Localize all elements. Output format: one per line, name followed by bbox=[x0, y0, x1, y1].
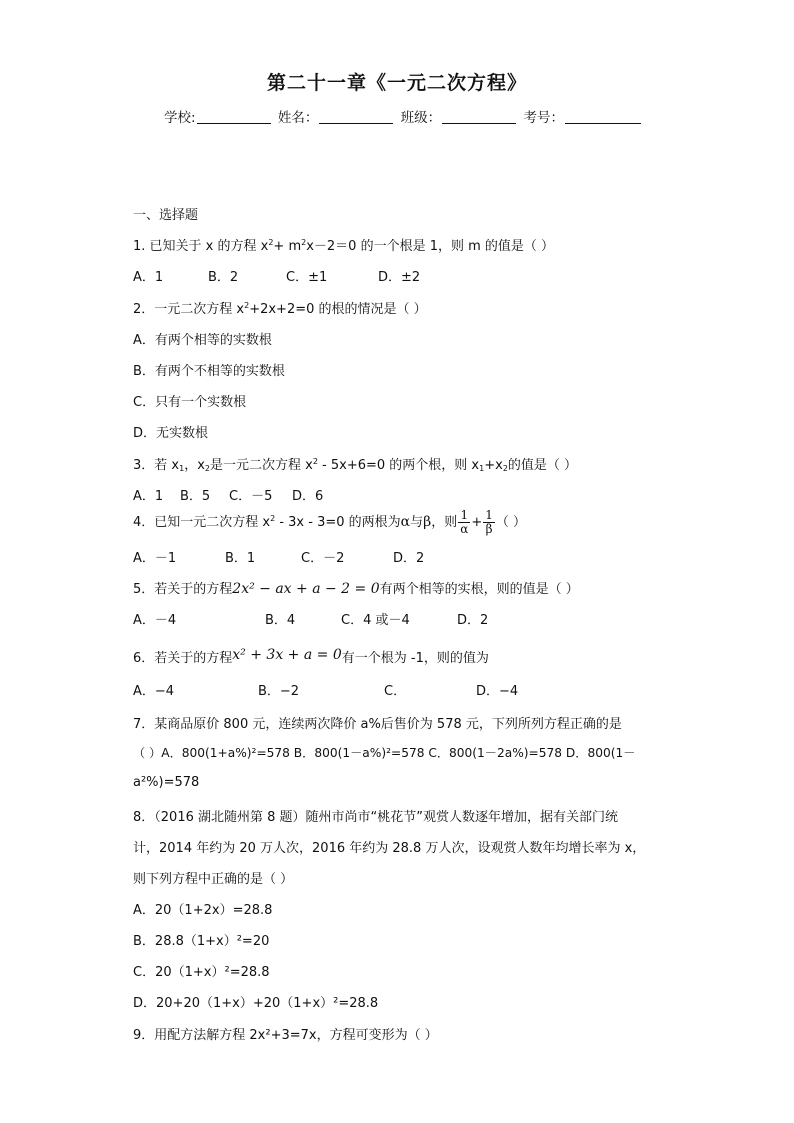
question-7-line-3: a²%)=578 bbox=[133, 775, 200, 790]
option-b: B．−2 bbox=[258, 684, 300, 699]
class-label: 班级： bbox=[400, 110, 442, 126]
page-title: 第二十一章《一元二次方程》 bbox=[266, 72, 527, 94]
question-9-stem: 9．用配方法解方程 2x²+3=7x，方程可变形为（ ） bbox=[133, 1028, 438, 1043]
section-title: 一、选择题 bbox=[133, 208, 199, 223]
exam-number-blank[interactable] bbox=[565, 109, 641, 124]
option-d: D．2 bbox=[457, 613, 489, 628]
question-6-options bbox=[133, 680, 518, 699]
option-c: C． bbox=[384, 684, 407, 699]
question-3-stem: 3．若 $x_1$，$x_2$是一元二次方程 $x^2 - 5x+6=0$ 的两个根，则 $x_1+x_2$的值是（ ） bbox=[133, 457, 578, 473]
question-4-options bbox=[133, 547, 424, 566]
question-2-stem: 2．一元二次方程 $x^2+2x+2=0$ 的根的情况是（ ） bbox=[133, 301, 427, 317]
option-d: D．6 bbox=[292, 489, 324, 504]
option-b: B．4 bbox=[265, 613, 296, 628]
question-8-option-a: A．20（1+2x）=28.8 bbox=[133, 903, 273, 918]
option-c: C．－5 bbox=[229, 489, 273, 504]
equation: x² + 3x + a = 0 bbox=[232, 647, 342, 663]
alpha-symbol: α bbox=[400, 514, 411, 530]
option-b: B．1 bbox=[225, 551, 256, 566]
name-label: 姓名： bbox=[277, 110, 319, 126]
option-d: D．±2 bbox=[378, 270, 421, 285]
fraction-one-over-alpha: $\frac{1}{\alpha}$ bbox=[460, 508, 469, 536]
question-7-line-1: 7．某商品原价 800 元，连续两次降价 a%后售价为 578 元，下列所列方程正确的是 bbox=[133, 717, 622, 732]
option-a: A．−4 bbox=[133, 684, 175, 699]
exam-number-label: 考号： bbox=[523, 110, 564, 126]
option-d: D．2 bbox=[393, 551, 425, 566]
beta-symbol: β bbox=[423, 514, 432, 530]
question-3-options bbox=[133, 485, 323, 504]
school-label: 学校: bbox=[164, 110, 196, 126]
question-2-option-d: D．无实数根 bbox=[133, 426, 209, 441]
option-c: C．－2 bbox=[301, 551, 345, 566]
option-d: D．−4 bbox=[476, 684, 519, 699]
option-b: B．5 bbox=[180, 489, 211, 504]
option-a: A．－4 bbox=[133, 613, 177, 628]
question-2-option-c: C．只有一个实数根 bbox=[133, 395, 247, 410]
question-8-line-3: 则下列方程中正确的是（ ） bbox=[133, 872, 294, 887]
school-blank[interactable] bbox=[197, 109, 271, 124]
question-1-stem: 1. 已知关于 x 的方程 $x^2+ m^2x-2=0$ 的一个根是 1，则 m 的值是（ ） bbox=[133, 238, 555, 254]
option-a: A．1 bbox=[133, 489, 164, 504]
option-c: C．4 或－4 bbox=[341, 613, 410, 628]
question-8-line-2: 计，2014 年约为 20 万人次，2016 年约为 28.8 万人次，设观赏人数年均增长率为 x， bbox=[133, 841, 646, 856]
fraction-one-over-beta: $\frac{1}{\beta}$ bbox=[485, 508, 493, 536]
question-5-options bbox=[133, 609, 488, 628]
question-1-options bbox=[133, 266, 420, 285]
option-b: B．2 bbox=[208, 270, 239, 285]
option-a: A．－1 bbox=[133, 551, 177, 566]
question-8-option-d: D．20+20（1+x）+20（1+x）²=28.8 bbox=[133, 996, 379, 1011]
question-4-stem: 4．已知一元二次方程 $x^2 - 3x - 3=0$ 的两根为α与β，则 $\frac{1}{\alpha}$ + $\frac{1}{\beta}$ （ ） bbox=[133, 508, 527, 536]
question-2-option-a: A．有两个相等的实数根 bbox=[133, 333, 272, 348]
option-c: C．±1 bbox=[286, 270, 328, 285]
equation: 2x² − ax + a − 2 = 0 bbox=[232, 581, 380, 597]
question-2-option-b: B．有两个不相等的实数根 bbox=[133, 364, 285, 379]
question-8-option-c: C．20（1+x）²=28.8 bbox=[133, 965, 270, 980]
name-blank[interactable] bbox=[319, 109, 393, 124]
question-7-line-2: （ ）A．800(1+a%)²=578 B．800(1－a%)²=578 C．800(1－2a%)=578 D．800(1－ bbox=[133, 746, 636, 760]
question-5-stem: 5．若关于的方程2x² − ax + a − 2 = 0有两个相等的实根，则的值是（ ） bbox=[133, 581, 579, 597]
student-info-row bbox=[164, 106, 644, 126]
question-8-option-b: B．28.8（1+x）²=20 bbox=[133, 934, 270, 949]
question-6-stem: 6．若关于的方程x² + 3x + a = 0有一个根为 -1，则的值为 bbox=[133, 647, 489, 666]
question-8-line-1: 8．（2016 湖北随州第 8 题）随州市尚市“桃花节”观赏人数逐年增加，据有关部门统 bbox=[133, 810, 618, 825]
option-a: A．1 bbox=[133, 270, 164, 285]
class-blank[interactable] bbox=[442, 109, 516, 124]
